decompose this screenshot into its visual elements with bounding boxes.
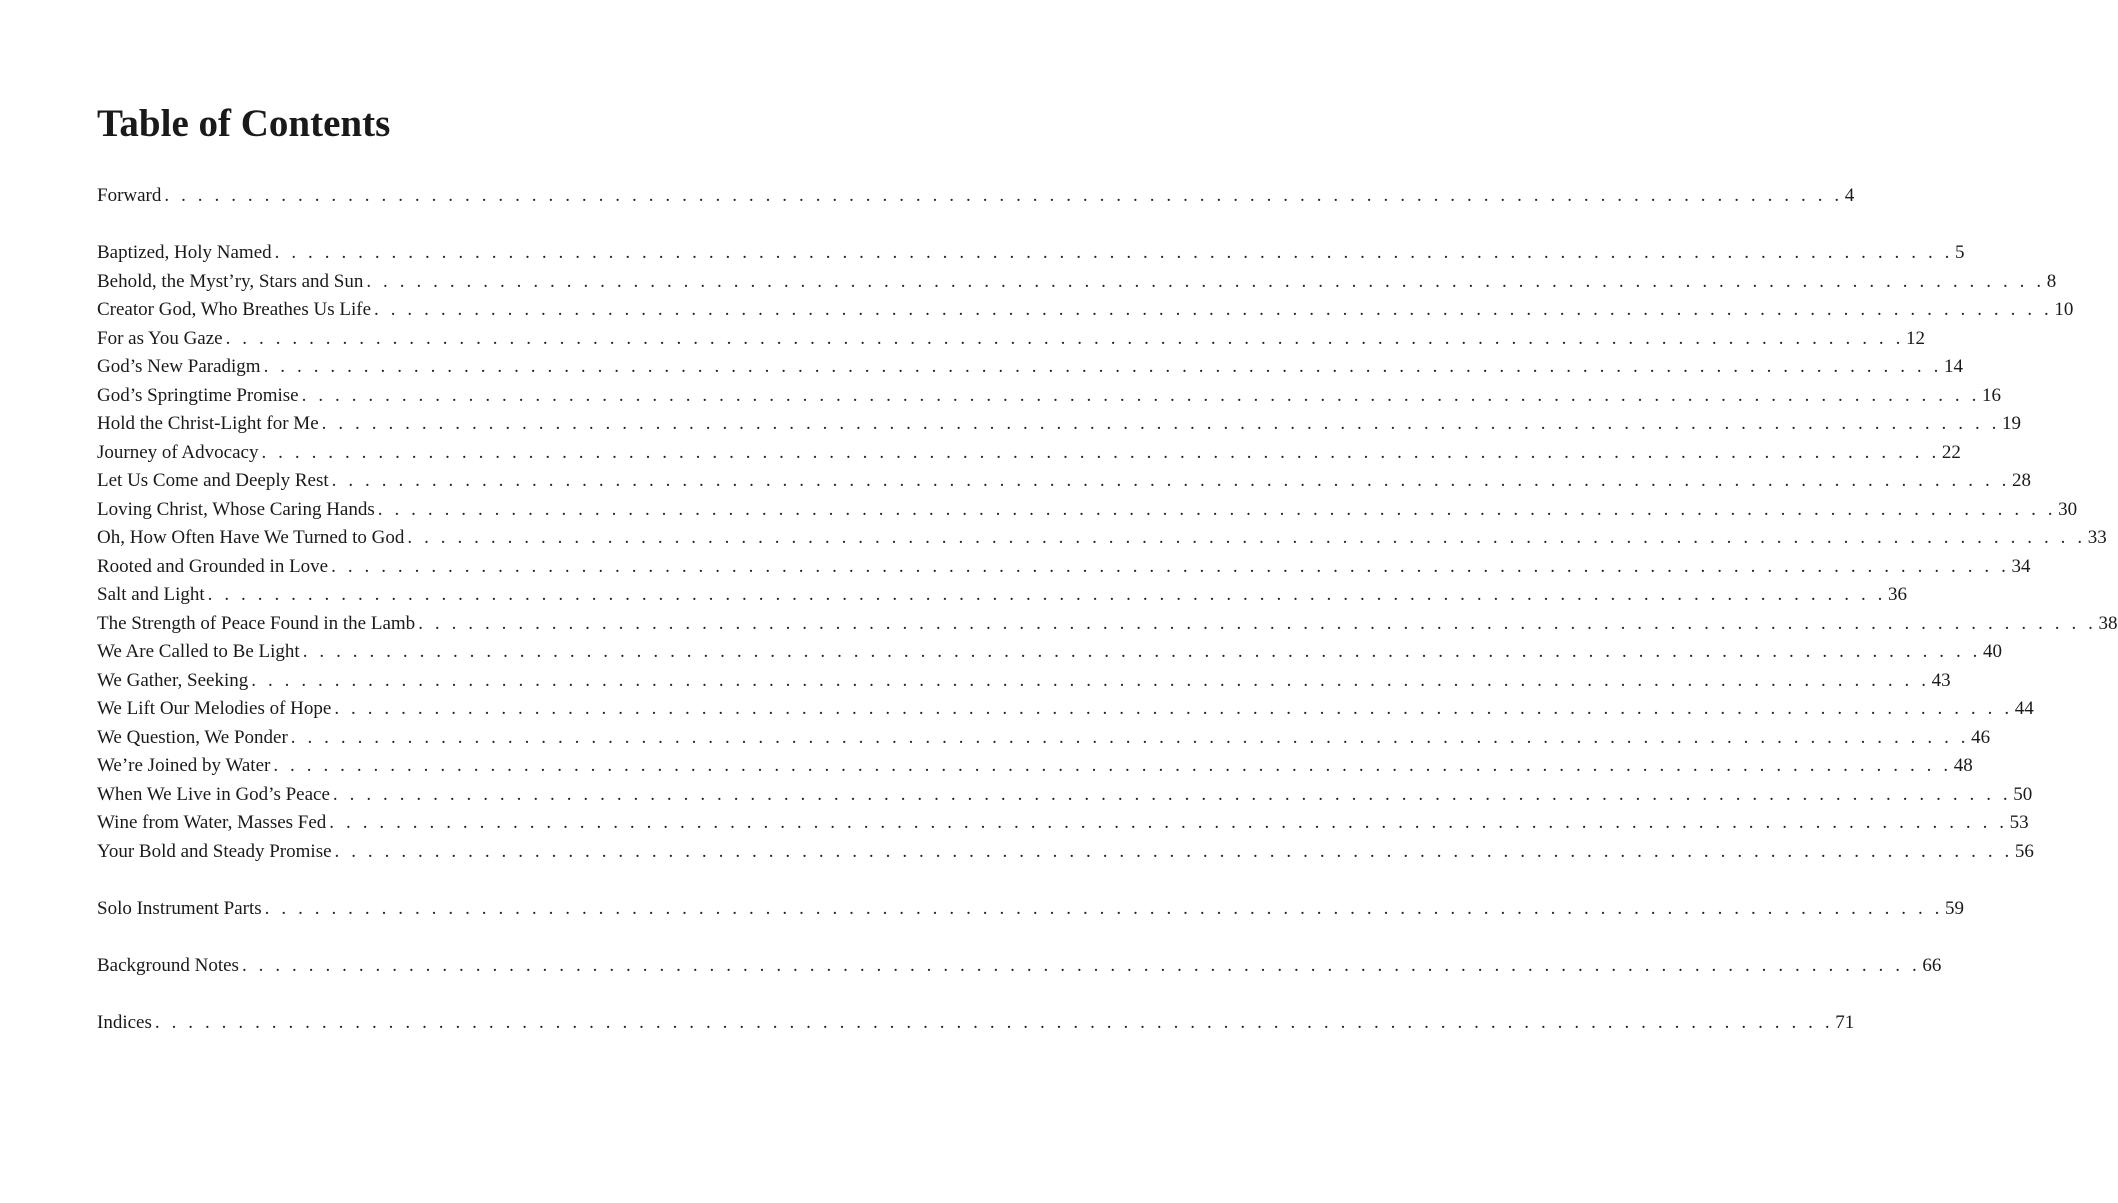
toc-entry-page-number: 12 bbox=[1905, 327, 1925, 349]
toc-entry-page-number: 34 bbox=[2011, 555, 2031, 577]
toc-dot-leader: . . . . . . . . . . . . . . . . . . . . . . . . . . . . . . . . . . . . . . . . . . . . . . . . . . . . . . . . . . . . . . . . . . . . . . . . . . . . . . . . . . . . . . . . . . . . . . . . . . . . . bbox=[274, 242, 1954, 263]
toc-entry-page-number: 16 bbox=[1981, 384, 2001, 406]
toc-entry-title: Behold, the Myst’ry, Stars and Sun bbox=[97, 270, 364, 292]
toc-dot-leader: . . . . . . . . . . . . . . . . . . . . . . . . . . . . . . . . . . . . . . . . . . . . . . . . . . . . . . . . . . . . . . . . . . . . . . . . . . . . . . . . . . . . . . . . . . . . . . . . . . . . . bbox=[251, 669, 1930, 691]
toc-entry-page-number: 19 bbox=[2002, 413, 2021, 434]
toc-entry-title: We Are Called to Be Light bbox=[97, 641, 300, 662]
toc-dot-leader: . . . . . . . . . . . . . . . . . . . . . . . . . . . . . . . . . . . . . . . . . . . . . . . . . . . . . . . . . . . . . . . . . . . . . . . . . . . . . . . . . . . . . . . . . . . . . . . . . . . . . bbox=[302, 641, 1982, 662]
toc-entry-title: Let Us Come and Deeply Rest bbox=[97, 470, 329, 491]
toc-entry-title: Creator God, Who Breathes Us Life bbox=[97, 299, 372, 320]
toc-entry-title: Loving Christ, Whose Caring Hands bbox=[97, 498, 375, 520]
toc-entry-title: Solo Instrument Parts bbox=[97, 897, 262, 919]
toc-entry[interactable] bbox=[97, 610, 2118, 639]
toc-entry-page-number: 46 bbox=[1971, 726, 1991, 748]
toc-entry[interactable] bbox=[97, 667, 1951, 696]
toc-entry[interactable] bbox=[97, 496, 2078, 525]
toc-entry[interactable] bbox=[97, 467, 2032, 496]
toc-entry[interactable] bbox=[97, 809, 2029, 838]
toc-entry[interactable] bbox=[97, 838, 2034, 867]
toc-entry-title: Baptized, Holy Named bbox=[97, 242, 272, 263]
toc-entry[interactable] bbox=[97, 581, 1908, 610]
toc-entry-page-number: 53 bbox=[2009, 812, 2029, 833]
toc-dot-leader: . . . . . . . . . . . . . . . . . . . . . . . . . . . . . . . . . . . . . . . . . . . . . . . . . . . . . . . . . . . . . . . . . . . . . . . . . . . . . . . . . . . . . . . . . . . . . . . . . . . . . bbox=[225, 327, 1904, 349]
toc-entry-title: Indices bbox=[97, 1011, 152, 1033]
toc-dot-leader: . . . . . . . . . . . . . . . . . . . . . . . . . . . . . . . . . . . . . . . . . . . . . . . . . . . . . . . . . . . . . . . . . . . . . . . . . . . . . . . . . . . . . . . . . . . . . . . . . . . . . bbox=[331, 470, 2011, 491]
toc-list bbox=[97, 182, 2118, 1037]
toc-entry-title: Background Notes bbox=[97, 954, 239, 976]
toc-entry-page-number: 59 bbox=[1945, 897, 1965, 919]
toc-entry[interactable] bbox=[97, 781, 2033, 810]
toc-entry-page-number: 14 bbox=[1943, 356, 1963, 377]
toc-entry-title: We Gather, Seeking bbox=[97, 669, 249, 691]
toc-dot-leader: . . . . . . . . . . . . . . . . . . . . . . . . . . . . . . . . . . . . . . . . . . . . . . . . . . . . . . . . . . . . . . . . . . . . . . . . . . . . . . . . . . . . . . . . . . . . . . . . . . . . . bbox=[241, 954, 1921, 976]
toc-entry[interactable] bbox=[97, 268, 2057, 297]
toc-entry-page-number: 56 bbox=[2014, 840, 2034, 862]
toc-entry[interactable] bbox=[97, 952, 1942, 981]
toc-entry-page-number: 50 bbox=[2013, 783, 2033, 805]
toc-dot-leader: . . . . . . . . . . . . . . . . . . . . . . . . . . . . . . . . . . . . . . . . . . . . . . . . . . . . . . . . . . . . . . . . . . . . . . . . . . . . . . . . . . . . . . . . . . . . . . . . . . . . . bbox=[263, 356, 1942, 377]
toc-entry-page-number: 8 bbox=[2046, 270, 2057, 292]
toc-entry-title: We Question, We Ponder bbox=[97, 726, 288, 748]
toc-dot-leader: . . . . . . . . . . . . . . . . . . . . . . . . . . . . . . . . . . . . . . . . . . . . . . . . . . . . . . . . . . . . . . . . . . . . . . . . . . . . . . . . . . . . . . . . . . . . . . . . . . . . . bbox=[207, 584, 1887, 605]
toc-entry-page-number: 22 bbox=[1941, 441, 1961, 463]
toc-dot-leader: . . . . . . . . . . . . . . . . . . . . . . . . . . . . . . . . . . . . . . . . . . . . . . . . . . . . . . . . . . . . . . . . . . . . . . . . . . . . . . . . . . . . . . . . . . . . . . . . . . . . . bbox=[366, 270, 2045, 292]
toc-entry-page-number: 43 bbox=[1931, 669, 1951, 691]
toc-entry-title: Hold the Christ-Light for Me bbox=[97, 413, 319, 434]
toc-entry-page-number: 33 bbox=[2087, 527, 2107, 548]
toc-entry[interactable] bbox=[97, 410, 2021, 439]
toc-entry-title: Oh, How Often Have We Turned to God bbox=[97, 527, 405, 548]
toc-dot-leader: . . . . . . . . . . . . . . . . . . . . . . . . . . . . . . . . . . . . . . . . . . . . . . . . . . . . . . . . . . . . . . . . . . . . . . . . . . . . . . . . . . . . . . . . . . . . . . . . . . . . . bbox=[374, 299, 2053, 320]
toc-entry-title: We Lift Our Melodies of Hope bbox=[97, 698, 332, 719]
toc-dot-leader: . . . . . . . . . . . . . . . . . . . . . . . . . . . . . . . . . . . . . . . . . . . . . . . . . . . . . . . . . . . . . . . . . . . . . . . . . . . . . . . . . . . . . . . . . . . . . . . . . . . . . bbox=[334, 698, 2013, 719]
toc-entry[interactable] bbox=[97, 353, 1963, 382]
toc-entry-page-number: 71 bbox=[1835, 1011, 1855, 1033]
toc-entry-page-number: 66 bbox=[1922, 954, 1942, 976]
toc-dot-leader: . . . . . . . . . . . . . . . . . . . . . . . . . . . . . . . . . . . . . . . . . . . . . . . . . . . . . . . . . . . . . . . . . . . . . . . . . . . . . . . . . . . . . . . . . . . . . . . . . . . . . bbox=[321, 413, 2000, 434]
toc-dot-leader: . . . . . . . . . . . . . . . . . . . . . . . . . . . . . . . . . . . . . . . . . . . . . . . . . . . . . . . . . . . . . . . . . . . . . . . . . . . . . . . . . . . . . . . . . . . . . . . . . . . . . bbox=[290, 726, 1970, 748]
toc-entry-page-number: 40 bbox=[1983, 641, 2003, 662]
toc-dot-leader: . . . . . . . . . . . . . . . . . . . . . . . . . . . . . . . . . . . . . . . . . . . . . . . . . . . . . . . . . . . . . . . . . . . . . . . . . . . . . . . . . . . . . . . . . . . . . . . . . . . . . bbox=[264, 897, 1944, 919]
toc-dot-leader: . . . . . . . . . . . . . . . . . . . . . . . . . . . . . . . . . . . . . . . . . . . . . . . . . . . . . . . . . . . . . . . . . . . . . . . . . . . . . . . . . . . . . . . . . . . . . . . . . . . . . bbox=[154, 1011, 1834, 1033]
toc-entry[interactable] bbox=[97, 325, 1925, 354]
toc-entry-title: Your Bold and Steady Promise bbox=[97, 840, 332, 862]
toc-entry[interactable] bbox=[97, 439, 1961, 468]
toc-entry-title: The Strength of Peace Found in the Lamb bbox=[97, 612, 416, 634]
toc-entry[interactable] bbox=[97, 296, 2074, 325]
page-title: Table of Contents bbox=[97, 102, 391, 145]
toc-dot-leader: . . . . . . . . . . . . . . . . . . . . . . . . . . . . . . . . . . . . . . . . . . . . . . . . . . . . . . . . . . . . . . . . . . . . . . . . . . . . . . . . . . . . . . . . . . . . . . . . . . . . . bbox=[377, 498, 2057, 520]
toc-entry-title: Forward bbox=[97, 185, 162, 206]
toc-entry-title: When We Live in God’s Peace bbox=[97, 783, 330, 805]
toc-dot-leader: . . . . . . . . . . . . . . . . . . . . . . . . . . . . . . . . . . . . . . . . . . . . . . . . . . . . . . . . . . . . . . . . . . . . . . . . . . . . . . . . . . . . . . . . . . . . . . . . . . . . . bbox=[329, 812, 2008, 833]
toc-entry[interactable] bbox=[97, 182, 1855, 211]
toc-entry[interactable] bbox=[97, 239, 1965, 268]
toc-dot-leader: . . . . . . . . . . . . . . . . . . . . . . . . . . . . . . . . . . . . . . . . . . . . . . . . . . . . . . . . . . . . . . . . . . . . . . . . . . . . . . . . . . . . . . . . . . . . . . . . . . . . . bbox=[301, 384, 1980, 406]
toc-dot-leader: . . . . . . . . . . . . . . . . . . . . . . . . . . . . . . . . . . . . . . . . . . . . . . . . . . . . . . . . . . . . . . . . . . . . . . . . . . . . . . . . . . . . . . . . . . . . . . . . . . . . . bbox=[418, 612, 2097, 634]
toc-entry[interactable] bbox=[97, 382, 2001, 411]
toc-entry-page-number: 28 bbox=[2012, 470, 2032, 491]
toc-entry[interactable] bbox=[97, 724, 1991, 753]
toc-entry-page-number: 4 bbox=[1844, 185, 1855, 206]
toc-entry-title: Rooted and Grounded in Love bbox=[97, 555, 329, 577]
toc-entry-page-number: 48 bbox=[1953, 755, 1973, 776]
toc-entry[interactable] bbox=[97, 638, 2003, 667]
toc-entry-page-number: 5 bbox=[1955, 242, 1965, 263]
toc-entry-page-number: 36 bbox=[1888, 584, 1908, 605]
toc-entry[interactable] bbox=[97, 895, 1965, 924]
toc-entry-page-number: 10 bbox=[2054, 299, 2074, 320]
toc-entry-page-number: 30 bbox=[2058, 498, 2078, 520]
toc-entry-title: Salt and Light bbox=[97, 584, 205, 605]
toc-entry-title: God’s New Paradigm bbox=[97, 356, 261, 377]
toc-dot-leader: . . . . . . . . . . . . . . . . . . . . . . . . . . . . . . . . . . . . . . . . . . . . . . . . . . . . . . . . . . . . . . . . . . . . . . . . . . . . . . . . . . . . . . . . . . . . . . . . . . . . . bbox=[331, 555, 2010, 577]
toc-entry-title: God’s Springtime Promise bbox=[97, 384, 299, 406]
toc-entry[interactable] bbox=[97, 695, 2034, 724]
toc-entry-title: For as You Gaze bbox=[97, 327, 223, 349]
toc-dot-leader: . . . . . . . . . . . . . . . . . . . . . . . . . . . . . . . . . . . . . . . . . . . . . . . . . . . . . . . . . . . . . . . . . . . . . . . . . . . . . . . . . . . . . . . . . . . . . . . . . . . . . bbox=[332, 783, 2012, 805]
toc-dot-leader: . . . . . . . . . . . . . . . . . . . . . . . . . . . . . . . . . . . . . . . . . . . . . . . . . . . . . . . . . . . . . . . . . . . . . . . . . . . . . . . . . . . . . . . . . . . . . . . . . . . . . bbox=[261, 441, 1940, 463]
toc-entry[interactable] bbox=[97, 752, 1973, 781]
toc-dot-leader: . . . . . . . . . . . . . . . . . . . . . . . . . . . . . . . . . . . . . . . . . . . . . . . . . . . . . . . . . . . . . . . . . . . . . . . . . . . . . . . . . . . . . . . . . . . . . . . . . . . . . bbox=[407, 527, 2086, 548]
toc-dot-leader: . . . . . . . . . . . . . . . . . . . . . . . . . . . . . . . . . . . . . . . . . . . . . . . . . . . . . . . . . . . . . . . . . . . . . . . . . . . . . . . . . . . . . . . . . . . . . . . . . . . . . bbox=[164, 185, 1843, 206]
toc-entry-page-number: 38 bbox=[2098, 612, 2118, 634]
toc-entry-page-number: 44 bbox=[2014, 698, 2034, 719]
toc-entry-title: Wine from Water, Masses Fed bbox=[97, 812, 327, 833]
toc-entry[interactable] bbox=[97, 1009, 1855, 1038]
toc-entry[interactable] bbox=[97, 524, 2107, 553]
toc-entry[interactable] bbox=[97, 553, 2031, 582]
toc-dot-leader: . . . . . . . . . . . . . . . . . . . . . . . . . . . . . . . . . . . . . . . . . . . . . . . . . . . . . . . . . . . . . . . . . . . . . . . . . . . . . . . . . . . . . . . . . . . . . . . . . . . . . bbox=[273, 755, 1952, 776]
toc-entry-title: Journey of Advocacy bbox=[97, 441, 259, 463]
toc-entry-title: We’re Joined by Water bbox=[97, 755, 271, 776]
toc-dot-leader: . . . . . . . . . . . . . . . . . . . . . . . . . . . . . . . . . . . . . . . . . . . . . . . . . . . . . . . . . . . . . . . . . . . . . . . . . . . . . . . . . . . . . . . . . . . . . . . . . . . . . bbox=[334, 840, 2013, 862]
